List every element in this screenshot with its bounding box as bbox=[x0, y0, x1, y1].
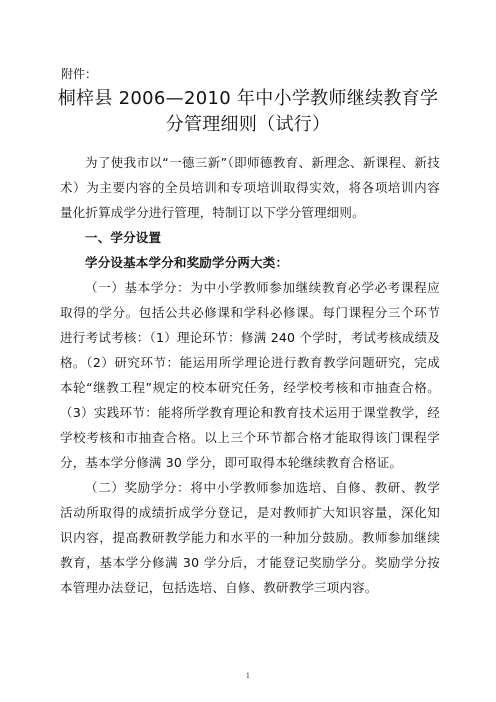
attachment-label: 附件： bbox=[61, 67, 98, 81]
basic-credit-paragraph: （一）基本学分：为中小学教师参加继续教育必学必考课程应取得的学分。包括公共必修课和学科必修课。每门课程分三个环节进行考试考核：（1）理论环节：修满 240 个学时，考试考核成绩及格。（2）研究环节：能运用所学理论进行教育教学问题研究，完成本轮“继教工程”规定的校本研究任务，经学校考核和市抽查合格。（3）实践环节：能将所学教育理论和教育技术运用于课堂教学，经学校考核和市抽查合格。以上三个环节都合格才能取得该门课程学分，基本学分修满 30 学分，即可取得本轮继续教育合格证。 bbox=[60, 280, 440, 470]
credit-categories-heading: 学分设基本学分和奖励学分两大类： bbox=[85, 255, 289, 270]
intro-paragraph: 为了使我市以“一德三新”（即师德教育、新理念、新课程、新技术）为主要内容的全员培训和专项培训取得实效，将各项培训内容量化折算成学分进行管理，特制订以下学分管理细则。 bbox=[60, 155, 440, 220]
document-body bbox=[60, 150, 440, 600]
page-number: 1 bbox=[245, 672, 251, 680]
document-title bbox=[50, 86, 446, 138]
section-heading-credit-setup: 一、学分设置 bbox=[85, 230, 162, 245]
reward-credit-paragraph: （二）奖励学分：将中小学教师参加选培、自修、教研、教学活动所取得的成绩折成学分登记，是对教师扩大知识容量，深化知识内容，提高教研教学能力和水平的一种加分鼓励。教师参加继续教育，基本学分修满 30 学分后，才能登记奖励学分。奖励学分按本管理办法登记，包括选培、自修、教研教学三项内容。 bbox=[60, 480, 440, 595]
title-line-1: 桐梓县 2006—2010 年中小学教师继续教育学 bbox=[57, 88, 439, 109]
title-line-2: 分管理细则（试行） bbox=[165, 114, 331, 135]
